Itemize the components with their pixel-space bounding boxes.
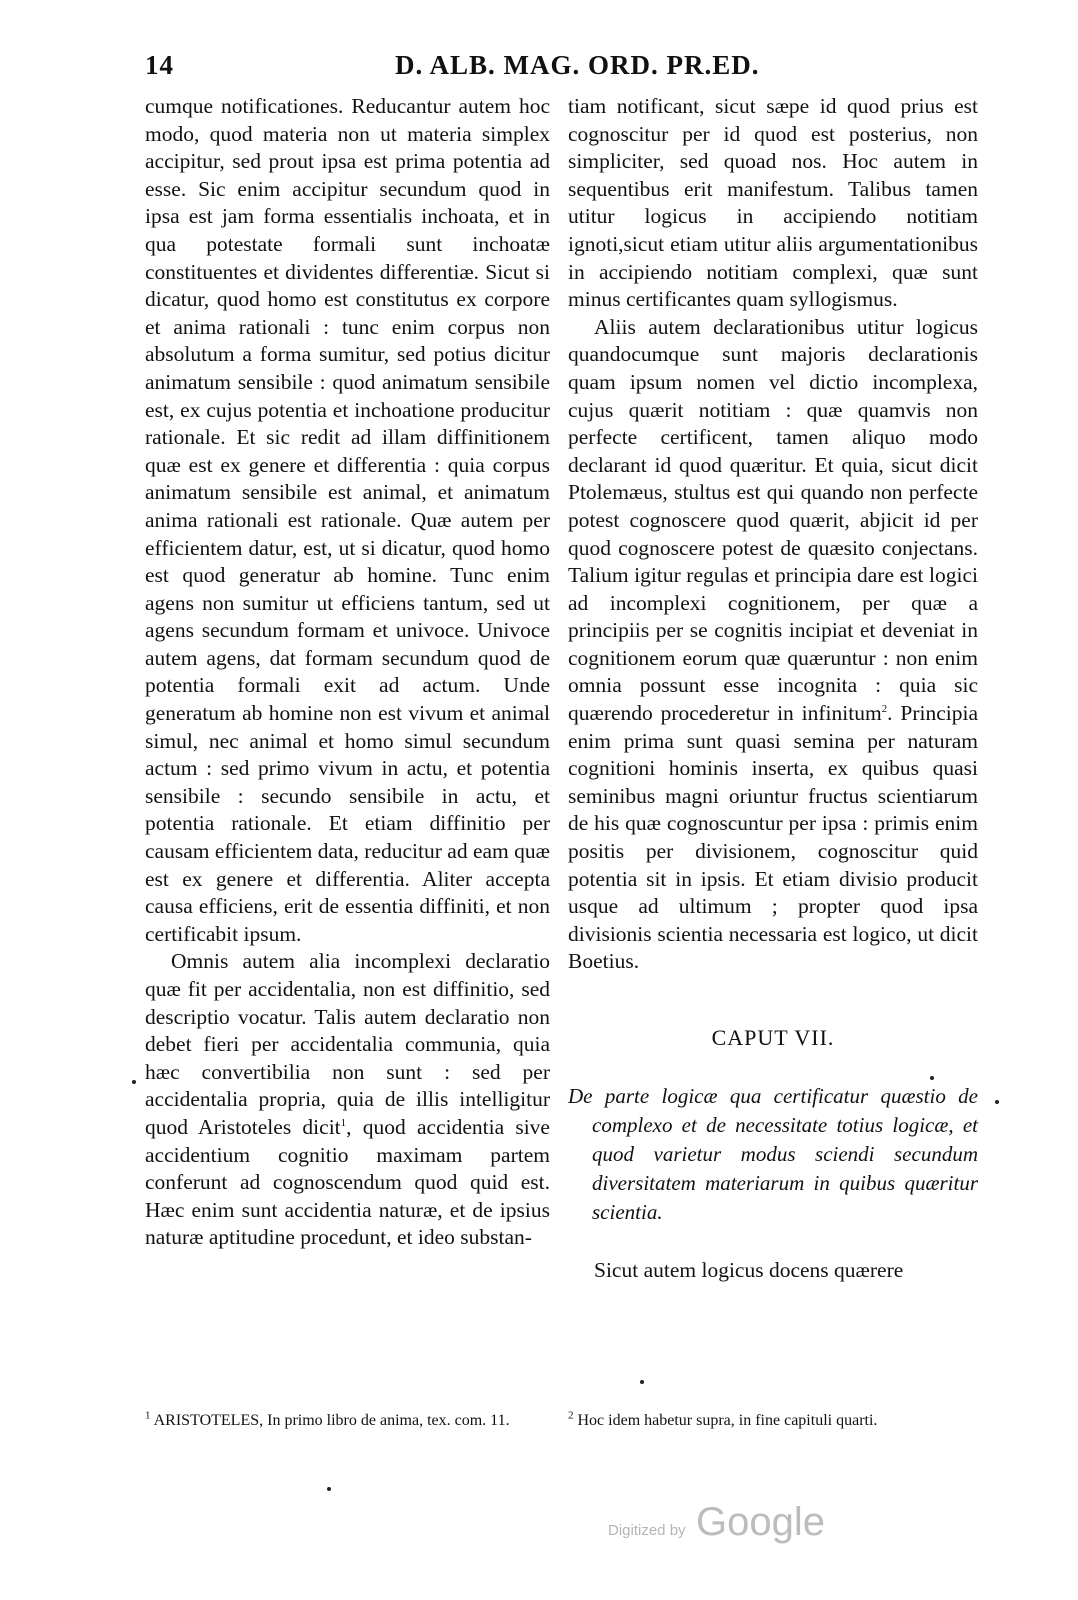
ink-speck [327,1487,331,1491]
right-column [568,93,978,1284]
ink-speck [132,1080,136,1084]
footnote-ref-1: 1 [340,1116,347,1129]
page-number: 14 [145,50,174,80]
left-paragraph-1: cumque notificationes. Reducantur autem hoc modo, quod materia non ut materia simplex accipitur, sed prout ipsa est prima potentia ad esse. Sic enim accipitur secundum quod in ipsa est jam forma essentialis inchoata, et in qua potestate formali sunt inchoatæ constituentes et dividentes differentiæ. Sicut si dicatur, quod homo est constitutus ex corpore et anima rationali : tunc enim corpus non absolutum a forma sumitur, sed potius dicitur animatum sensibile : quod animatum sensibile est, ex cujus potentia et inchoatione producitur rationale. Et sic redit ad illam diffinitionem quæ est ex genere et differentia : quia corpus animatum sensibile est animal, et animatum anima rationali est rationale. Quæ autem per efficientem datur, est, ut si dicatur, quod homo est quod generatur ab homine. Tunc enim agens non sumitur ut efficiens tantum, sed ut agens secundum formam et univoce. Univoce autem agens, dat formam secundum quod de potentia formali exit ad actum. Unde generatum ab homine non est vivum et animal simul, nec animal et homo simul secundum actum : sed primo vivum in actu, et potentia sensibile : secundo sensibile in actu, et potentia rationale. Et etiam diffinitio per causam efficientem data, reducitur ad eam quæ est ex genere et differentia. Aliter accepta causa efficiens, erit de essentia diffiniti, et non certificabit ipsum. [145,94,550,946]
chapter-first-line: Sicut autem logicus docens quærere [594,1257,904,1282]
right-paragraph-2 [568,314,978,976]
footnote-mark-1: 1 [145,1409,151,1422]
chapter-title: CAPUT VII. [711,1025,835,1050]
running-title: D. ALB. MAG. ORD. PR.ED. [395,50,760,80]
right-paragraph-2-text-a: Aliis autem declarationibus utitur logicus quandocumque sunt majoris declarationis quam ipsum nomen vel dictio incomplexa, cujus quærit notitiam : quæ quamvis non perfecte certificent, tamen aliquo modo declarant id quod quæritur. Et quia, sicut dicit Ptolemæus, stultus est qui quando non perfecte potest cognoscere quod quærit, abjicit id per quod cognoscere potest de quæsito conjectans. Talium igitur regulas et principia dare est logici ad incomplexi cognitionem, per quæ a principiis per se cognitis incipiat et deveniat in cognitionem eorum quæ quæruntur : non enim omnia possunt esse incognita : quia sic quærendo procederetur in infinitum [568,314,978,726]
left-paragraph-2 [145,948,550,1252]
chapter-summary: De parte logicæ qua certificatur quæstio de complexo et de necessitate totius logicæ, et quod varietur modus sciendi secundum diversitatem materiarum in quibus quæritur scientia. [568,1083,978,1224]
digitized-by-label: Digitized by [608,1522,686,1539]
left-paragraph-2-text-b: , quod accidentia sive accidentium cognitio maximam partem conferunt ad cognoscendum quod quid est. Hæc enim sunt accidentia naturæ, et de ipsius naturæ aptitudine procedunt, et ideo substan- [145,1114,550,1250]
left-paragraph-2-text-a: Omnis autem alia incomplexi declaratio quæ fit per accidentalia, non est diffinitio, sed descriptio vocatur. Talis autem declaratio non debet fieri per accidentalia communia, quia hæc convertibilia non sunt : sed per accidentalia propria, quia de illis intelligitur quod Aristoteles dicit [145,949,550,1139]
footnote-left [145,1410,550,1431]
footnote-text-1: ARISTOTELES, In primo libro de anima, tex. com. 11. [153,1412,510,1429]
footnote-right [568,1410,978,1431]
right-paragraph-2-text-b: . Principia enim prima sunt quasi semina per naturam cognitioni hominis inserta, ex quibus quasi seminibus magni oriuntur fructus scientiarum de his quæ cognoscuntur per ipsa : primis enim positis per divisionem, cognoscitur quid potentia sit in ipsis. Et etiam divisio producit usque ad ultimum ; propter quod ipsa divisionis scientia necessaria est logico, ut dicit Boetius. [568,701,979,974]
ink-speck [640,1380,644,1384]
google-logo: Google [696,1500,825,1544]
page-header [145,46,945,86]
right-paragraph-1: tiam notificant, sicut sæpe id quod prius est cognoscitur per id quod est posterius, non simpliciter, sed quoad nos. Hoc autem in sequentibus erit manifestum. Talibus tamen utitur logicus in accipiendo notitiam ignoti,sicut etiam utitur aliis argumentationibus in accipiendo notitiam complexi, quæ sunt minus certificantes quam syllogismus. [568,94,978,312]
left-column [145,93,550,1252]
ink-speck [995,1100,999,1104]
footnote-ref-2: 2 [881,702,888,715]
footnote-text-2: Hoc idem habetur supra, in fine capituli quarti. [577,1412,878,1429]
footnote-mark-2: 2 [568,1409,574,1422]
ink-speck [930,1076,934,1080]
